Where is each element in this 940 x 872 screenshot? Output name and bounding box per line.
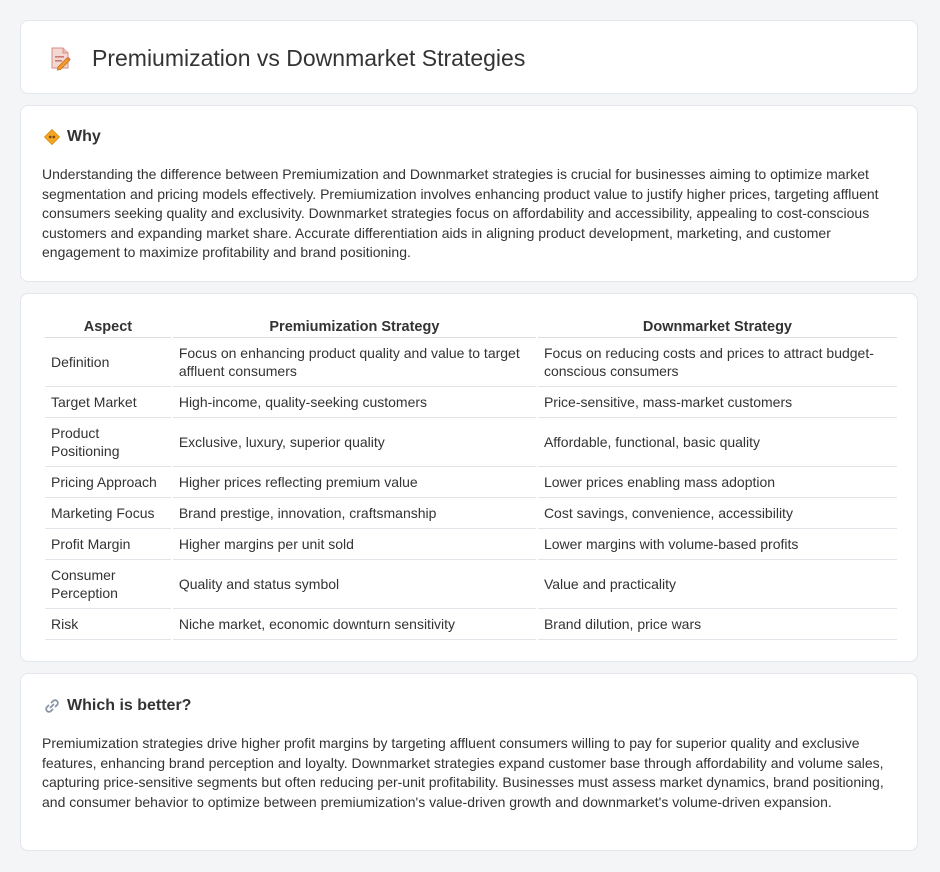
table-row	[45, 560, 897, 609]
downmarket-cell: Cost savings, convenience, accessibility	[538, 498, 897, 529]
table-header-row	[45, 316, 897, 338]
better-title: Which is better?	[67, 697, 192, 714]
aspect-cell: Pricing Approach	[45, 467, 171, 498]
column-header-aspect: Aspect	[45, 316, 171, 338]
diamond-icon	[43, 128, 61, 146]
aspect-cell: Product Positioning	[45, 418, 171, 467]
why-body: Understanding the difference between Premiumization and Downmarket strategies is crucial for businesses aiming to optimize market segmentation and pricing models effectively. Premiumization involves enhancing product value to justify higher prices, targeting affluent consumers seeking quality and exclusivity. Downmarket strategies focus on affordability and accessibility, appealing to cost-conscious customers and expanding market share. Accurate differentiation aids in aligning product development, marketing, and customer engagement to maximize profitability and brand positioning.	[42, 166, 879, 260]
downmarket-cell: Brand dilution, price wars	[538, 609, 897, 640]
why-title: Why	[67, 128, 101, 145]
premiumization-cell: Focus on enhancing product quality and value to target affluent consumers	[173, 338, 536, 387]
aspect-cell: Target Market	[45, 387, 171, 418]
which-is-better-section	[20, 673, 918, 851]
downmarket-cell: Lower prices enabling mass adoption	[538, 467, 897, 498]
table-row	[45, 529, 897, 560]
premiumization-cell: Exclusive, luxury, superior quality	[173, 418, 536, 467]
page-title: Premiumization vs Downmarket Strategies	[92, 45, 526, 71]
aspect-cell: Profit Margin	[45, 529, 171, 560]
comparison-section	[20, 293, 918, 662]
why-section	[20, 105, 918, 282]
premiumization-cell: High-income, quality-seeking customers	[173, 387, 536, 418]
downmarket-cell: Affordable, functional, basic quality	[538, 418, 897, 467]
why-heading	[43, 127, 101, 147]
aspect-cell: Consumer Perception	[45, 560, 171, 609]
better-heading	[43, 696, 191, 716]
column-header-downmarket: Downmarket Strategy	[538, 316, 897, 338]
aspect-cell: Risk	[45, 609, 171, 640]
downmarket-cell: Value and practicality	[538, 560, 897, 609]
premiumization-cell: Higher margins per unit sold	[173, 529, 536, 560]
table-row	[45, 418, 897, 467]
table-row	[45, 467, 897, 498]
table-row	[45, 387, 897, 418]
premiumization-cell: Brand prestige, innovation, craftsmanship	[173, 498, 536, 529]
aspect-cell: Definition	[45, 338, 171, 387]
header-card	[20, 20, 918, 94]
downmarket-cell: Lower margins with volume-based profits	[538, 529, 897, 560]
link-icon	[43, 697, 61, 715]
comparison-table	[43, 316, 899, 640]
document-pencil-icon	[47, 45, 73, 71]
premiumization-cell: Niche market, economic downturn sensitivity	[173, 609, 536, 640]
premiumization-cell: Quality and status symbol	[173, 560, 536, 609]
premiumization-cell: Higher prices reflecting premium value	[173, 467, 536, 498]
column-header-premiumization: Premiumization Strategy	[173, 316, 536, 338]
downmarket-cell: Price-sensitive, mass-market customers	[538, 387, 897, 418]
table-row	[45, 338, 897, 387]
table-row	[45, 609, 897, 640]
better-body: Premiumization strategies drive higher profit margins by targeting affluent consumers willing to pay for superior quality and exclusive features, enhancing brand perception and loyalty. Downmarket strategies expand customer base through affordability and volume sales, capturing price-sensitive segments but often reducing per-unit profitability. Businesses must assess market dynamics, brand positioning, and consumer behavior to optimize between premiumization's value-driven growth and downmarket's volume-driven expansion.	[42, 735, 884, 810]
downmarket-cell: Focus on reducing costs and prices to attract budget-conscious consumers	[538, 338, 897, 387]
table-row	[45, 498, 897, 529]
aspect-cell: Marketing Focus	[45, 498, 171, 529]
